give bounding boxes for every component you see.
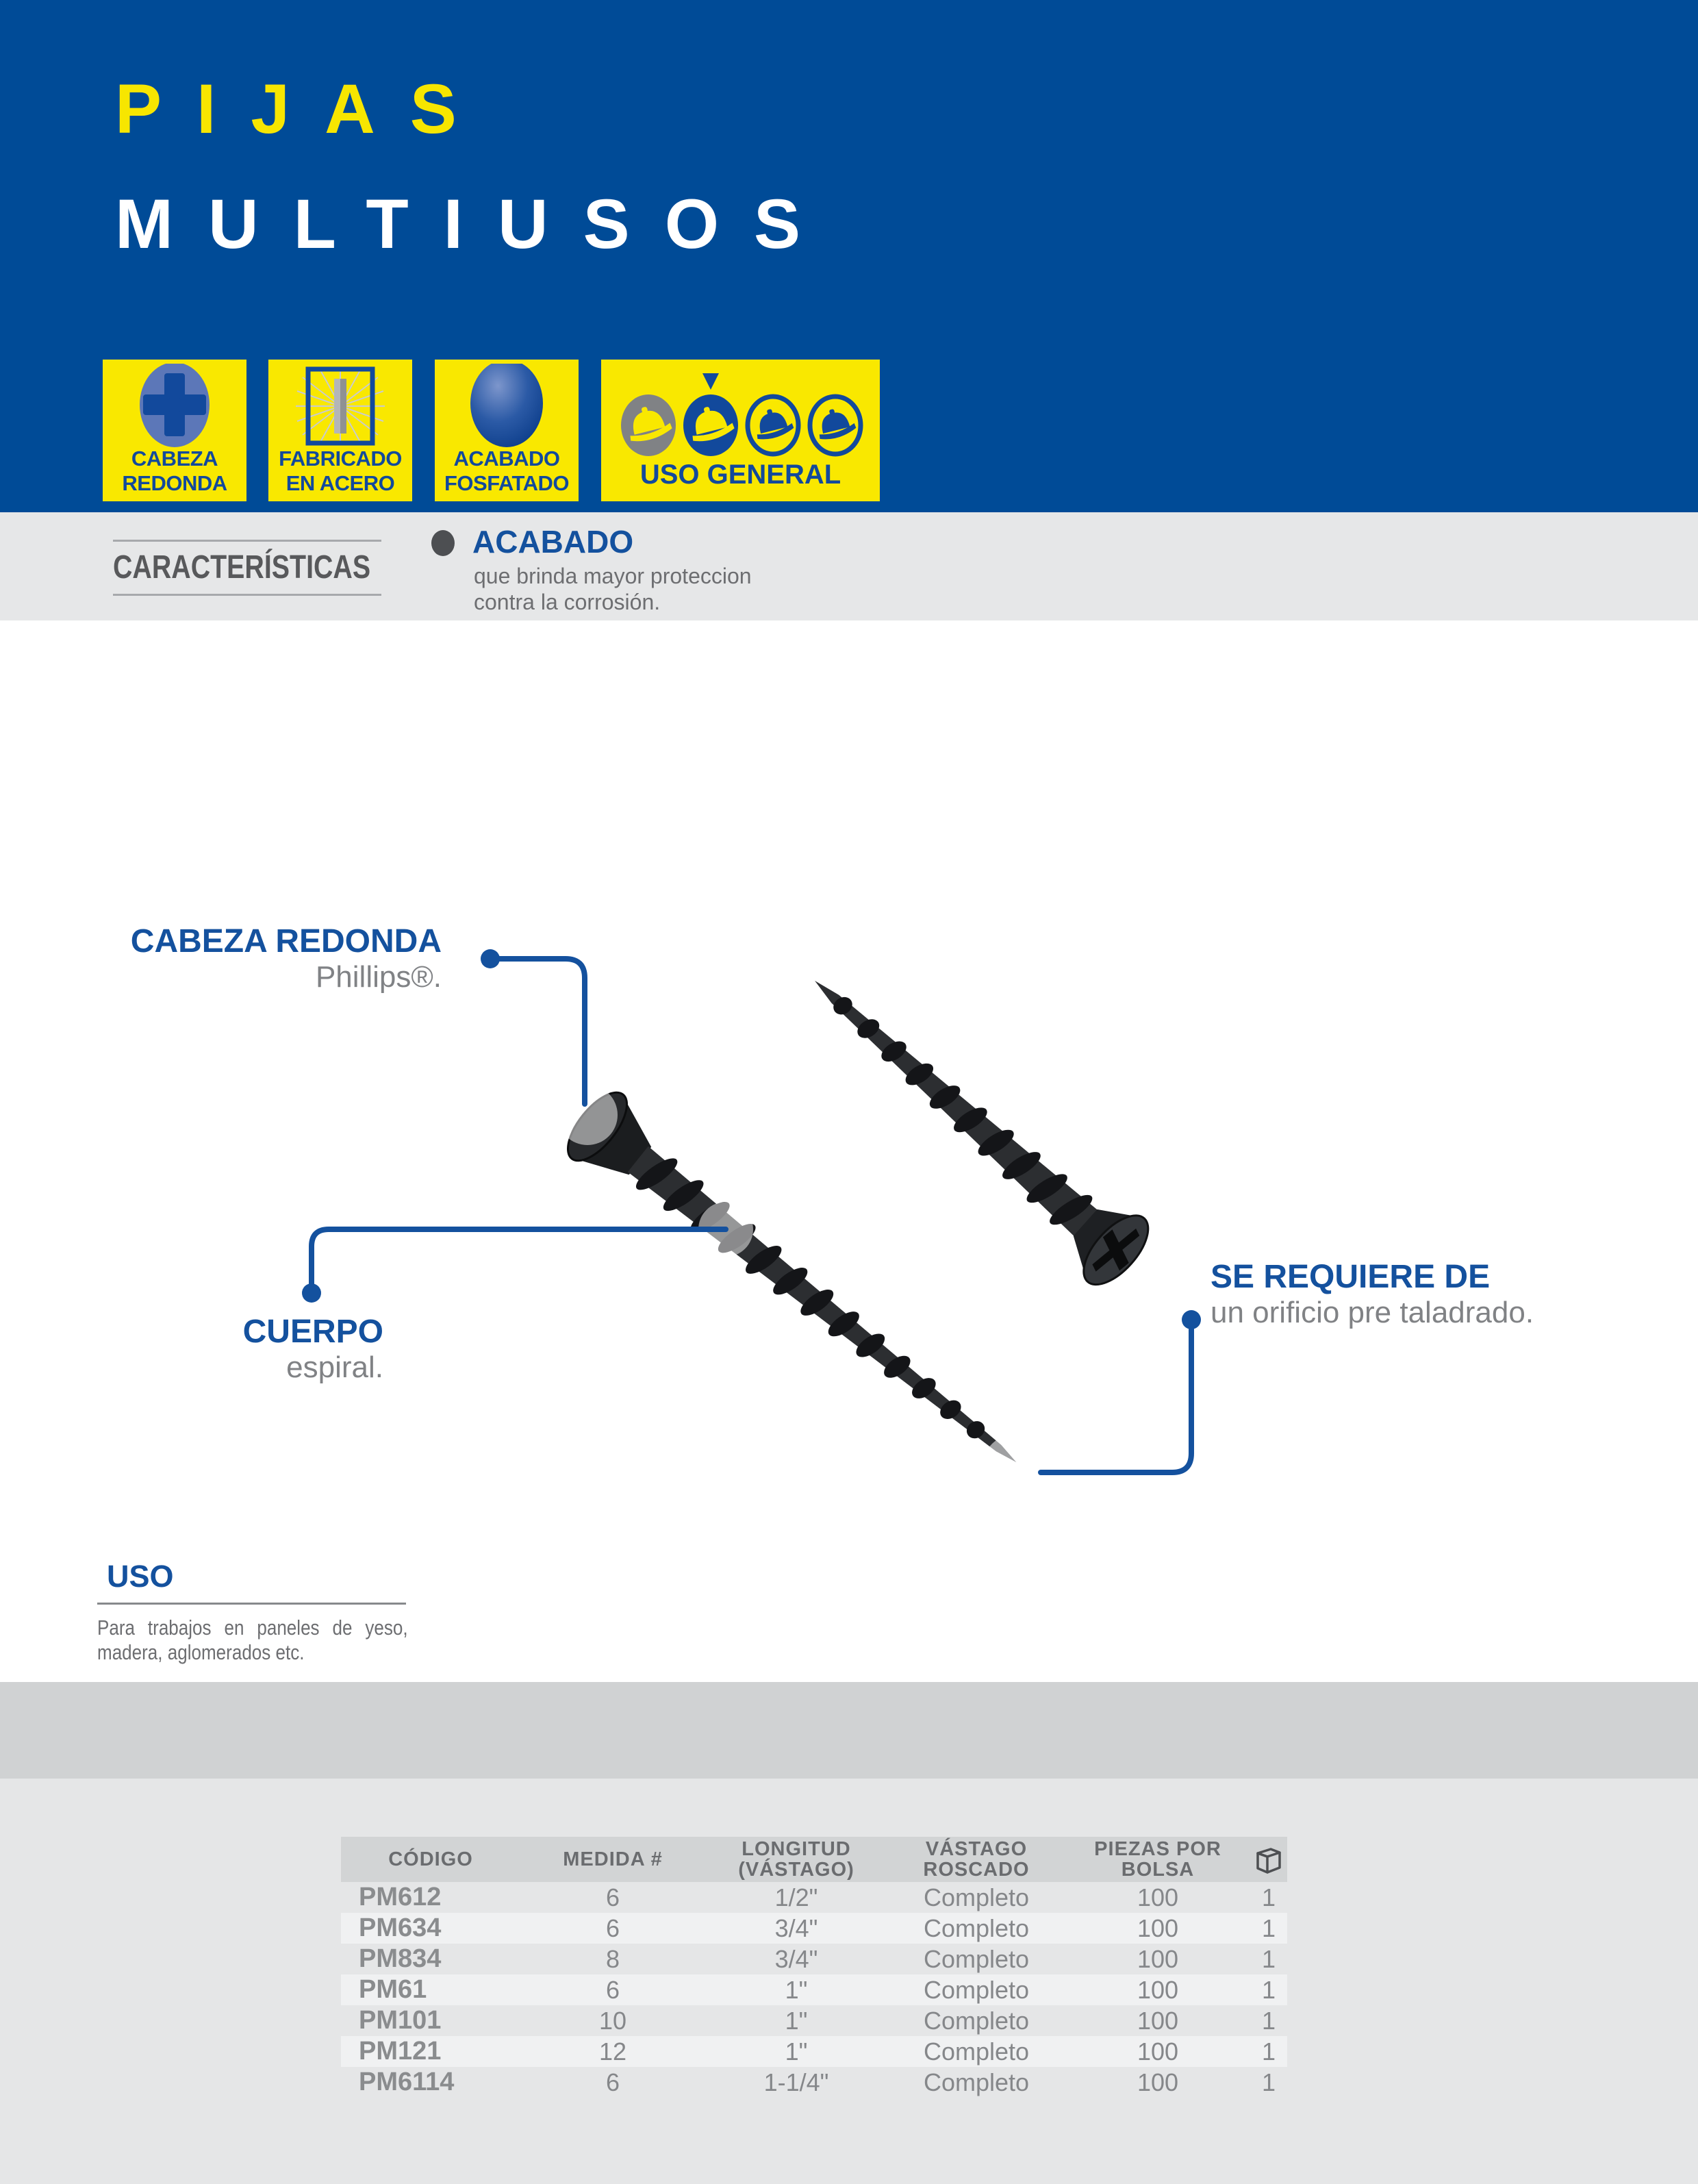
- feature-description: que brinda mayor proteccion contra la corrosión.: [474, 564, 752, 614]
- badge-cabeza-redonda: [103, 360, 246, 501]
- col-header-longitud: LONGITUD (VÁSTAGO): [738, 1838, 854, 1881]
- divider: [97, 1603, 406, 1605]
- table-row: PM121 12 1" Completo 100 1: [341, 2036, 1287, 2067]
- badge-label: FABRICADO EN ACERO: [279, 447, 402, 495]
- characteristics-band: [0, 512, 1698, 620]
- col-header-piezas: PIEZAS POR BOLSA: [1094, 1838, 1221, 1881]
- uso-title: USO: [107, 1559, 174, 1594]
- badge-uso-general: [601, 360, 880, 501]
- table-row: PM101 10 1" Completo 100 1: [359, 2006, 1276, 2035]
- col-header-codigo: CÓDIGO: [388, 1848, 473, 1870]
- badge-label: CABEZA REDONDA: [122, 447, 227, 495]
- table-row: PM6114 6 1-1/4" Completo 100 1: [359, 2068, 1276, 2096]
- table-header-row: [341, 1837, 1287, 1882]
- phillips-round-head-icon: [103, 364, 246, 451]
- box-icon: [1254, 1844, 1284, 1875]
- section-title: CARACTERÍSTICAS: [113, 549, 371, 586]
- steel-material-icon: [268, 364, 412, 451]
- feature-title: ACABADO: [472, 524, 634, 560]
- mid-gray-band: [0, 1682, 1698, 1779]
- page-title-line2: MULTIUSOS: [115, 185, 836, 263]
- badge-label: USO GENERAL: [639, 460, 841, 490]
- table-row: PM834 8 3/4" Completo 100 1: [359, 1944, 1276, 1973]
- phosphate-finish-icon: [435, 364, 579, 451]
- divider: [113, 594, 381, 596]
- callout-cabeza-redonda: CABEZA REDONDA Phillips®.: [130, 923, 442, 994]
- header-banner: [0, 0, 1698, 512]
- callout-se-requiere: SE REQUIERE DE un orificio pre taladrado.: [1211, 1259, 1534, 1329]
- table-row: PM634 6 3/4" Completo 100 1: [341, 1913, 1287, 1944]
- badge-acabado-fosfatado: [435, 360, 579, 501]
- page-title-line1: PIJAS: [115, 70, 492, 148]
- badge-label: ACABADO FOSFATADO: [444, 447, 570, 495]
- badge-fabricado-en-acero: [268, 360, 412, 501]
- uso-section: [97, 1560, 481, 1665]
- col-header-box: [1250, 1844, 1287, 1875]
- uso-text: Para trabajos en paneles de yeso, madera, aglomerados etc.: [97, 1616, 408, 1664]
- table-row: PM612 6 1/2" Completo 100 1: [359, 1883, 1276, 1911]
- hard-hat-usage-level-icon: [601, 364, 880, 460]
- characteristics-title-block: [113, 540, 381, 596]
- bullet-icon: [431, 530, 455, 556]
- col-header-vastago: VÁSTAGO ROSCADO: [923, 1838, 1030, 1881]
- spec-table: [341, 1837, 1287, 2098]
- callout-cuerpo: CUERPO espiral.: [242, 1314, 383, 1384]
- col-header-medida: MEDIDA #: [563, 1848, 663, 1870]
- table-row: PM61 6 1" Completo 100 1: [341, 1974, 1287, 2005]
